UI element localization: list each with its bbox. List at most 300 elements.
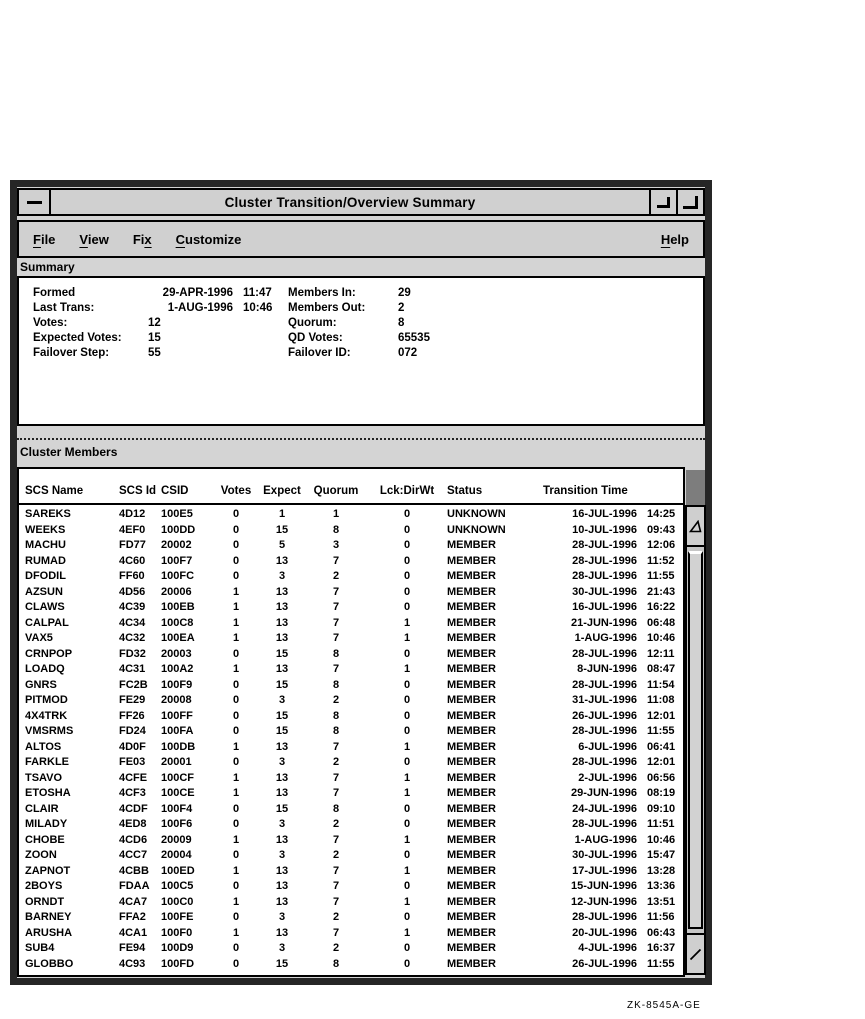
cell-transition-date: 2-JUL-1996 bbox=[578, 771, 637, 784]
cell-status: MEMBER bbox=[447, 632, 496, 644]
table-row[interactable] bbox=[25, 910, 683, 926]
cell-lck-dirwt: 0 bbox=[403, 539, 411, 551]
cell-quorum: 7 bbox=[332, 880, 340, 892]
cell-votes: 0 bbox=[232, 554, 240, 567]
cell-scs-id: FE29 bbox=[119, 694, 146, 706]
scroll-down-button[interactable] bbox=[687, 933, 704, 973]
cell-transition-date: 4-JUL-1996 bbox=[578, 942, 637, 954]
cell-transition-time: 11:56 bbox=[647, 911, 675, 923]
cell-transition-time: 16:22 bbox=[647, 601, 676, 613]
summary-field-value: 12 bbox=[148, 317, 161, 329]
header-corner-block bbox=[686, 470, 705, 505]
cell-scs-id: FFA2 bbox=[119, 911, 146, 923]
cell-votes: 1 bbox=[232, 740, 240, 753]
cell-transition-date: 28-JUL-1996 bbox=[572, 647, 637, 660]
cell-transition-time: 11:52 bbox=[647, 554, 675, 567]
cell-scs-id: 4CA7 bbox=[119, 895, 148, 908]
cell-csid: 100C8 bbox=[161, 616, 194, 629]
table-row[interactable] bbox=[25, 941, 683, 957]
cell-quorum: 8 bbox=[332, 709, 340, 722]
cell-scs-id: 4D0F bbox=[119, 740, 146, 753]
cell-scs-name: RUMAD bbox=[25, 554, 66, 567]
cell-votes: 1 bbox=[232, 616, 240, 629]
cell-votes: 0 bbox=[232, 709, 240, 722]
cell-scs-name: TSAVO bbox=[25, 771, 63, 784]
menu-item-view[interactable]: View bbox=[79, 231, 109, 247]
cell-status: MEMBER bbox=[447, 818, 496, 830]
cell-votes: 0 bbox=[232, 756, 240, 768]
cell-expect: 15 bbox=[275, 957, 289, 970]
table-row[interactable] bbox=[25, 957, 683, 973]
cell-quorum: 7 bbox=[332, 895, 340, 908]
cell-transition-date: 12-JUN-1996 bbox=[570, 895, 637, 908]
cell-expect: 13 bbox=[275, 740, 289, 753]
cell-status: MEMBER bbox=[447, 585, 496, 598]
cell-quorum: 2 bbox=[332, 570, 340, 582]
summary-field-value: 072 bbox=[398, 347, 418, 359]
cell-transition-date: 17-JUL-1996 bbox=[572, 864, 637, 877]
column-header-status: Status bbox=[447, 485, 483, 497]
cell-status: MEMBER bbox=[447, 663, 496, 675]
cell-csid: 20003 bbox=[161, 647, 192, 660]
table-row[interactable] bbox=[25, 616, 683, 632]
cell-scs-id: 4C39 bbox=[119, 601, 146, 613]
cell-votes: 0 bbox=[232, 849, 240, 861]
cell-transition-time: 08:47 bbox=[647, 663, 676, 675]
summary-section-label: Summary bbox=[20, 260, 75, 274]
members-table-body bbox=[19, 505, 683, 972]
cell-votes: 0 bbox=[232, 694, 240, 706]
cell-transition-time: 13:51 bbox=[647, 895, 676, 908]
cell-status: MEMBER bbox=[447, 725, 496, 737]
cell-quorum: 2 bbox=[332, 849, 340, 861]
cell-status: MEMBER bbox=[447, 802, 496, 815]
cell-lck-dirwt: 0 bbox=[403, 585, 411, 598]
table-row[interactable] bbox=[25, 740, 683, 756]
dotted-separator bbox=[17, 438, 705, 440]
cell-transition-date: 28-JUL-1996 bbox=[572, 678, 637, 691]
window-menu-icon bbox=[27, 201, 42, 204]
members-panel bbox=[17, 467, 685, 977]
cell-expect: 13 bbox=[275, 616, 289, 629]
cell-scs-name: BARNEY bbox=[25, 911, 72, 923]
cell-transition-date: 24-JUL-1996 bbox=[572, 802, 637, 815]
summary-field-time bbox=[243, 316, 283, 331]
cell-transition-time: 10:46 bbox=[647, 632, 676, 644]
cell-transition-date: 1-AUG-1996 bbox=[574, 632, 637, 644]
cell-transition-date: 28-JUL-1996 bbox=[572, 756, 637, 768]
cell-scs-name: CRNPOP bbox=[25, 647, 73, 660]
scroll-up-button[interactable] bbox=[687, 507, 704, 547]
cell-transition-date: 1-AUG-1996 bbox=[574, 833, 637, 846]
cell-csid: 100DD bbox=[161, 523, 196, 536]
cell-scs-name: WEEKS bbox=[25, 523, 66, 536]
cell-csid: 100E5 bbox=[161, 508, 193, 520]
cell-quorum: 7 bbox=[332, 740, 340, 753]
cell-lck-dirwt: 0 bbox=[403, 709, 411, 722]
cell-votes: 1 bbox=[232, 771, 240, 784]
cell-scs-name: SAREKS bbox=[25, 508, 71, 520]
table-row[interactable] bbox=[25, 507, 683, 523]
cell-scs-id: 4C34 bbox=[119, 616, 146, 629]
cell-expect: 13 bbox=[275, 833, 289, 846]
summary-row bbox=[33, 301, 703, 316]
cell-votes: 1 bbox=[232, 601, 240, 613]
cell-votes: 0 bbox=[232, 647, 240, 660]
cell-status: MEMBER bbox=[447, 694, 496, 706]
summary-row bbox=[33, 346, 703, 361]
cell-scs-name: VAX5 bbox=[25, 632, 53, 644]
table-row[interactable] bbox=[25, 631, 683, 647]
cell-votes: 0 bbox=[232, 942, 240, 954]
cell-votes: 1 bbox=[232, 926, 240, 939]
summary-field-value: 29-APR-1996 bbox=[162, 287, 233, 299]
cell-transition-date: 28-JUL-1996 bbox=[572, 725, 637, 737]
cell-scs-name: 2BOYS bbox=[25, 880, 63, 892]
menu-item-help[interactable]: Help bbox=[660, 231, 689, 247]
cell-transition-time: 13:28 bbox=[647, 864, 676, 877]
cell-quorum: 7 bbox=[332, 833, 340, 846]
cell-transition-date: 20-JUL-1996 bbox=[572, 926, 637, 939]
titlebar bbox=[17, 188, 705, 216]
table-row[interactable] bbox=[25, 523, 683, 539]
cell-status: MEMBER bbox=[447, 756, 496, 768]
cell-lck-dirwt: 0 bbox=[403, 570, 411, 582]
cell-status: MEMBER bbox=[447, 554, 496, 567]
summary-field-label: Votes: bbox=[33, 317, 68, 329]
cell-scs-name: ETOSHA bbox=[25, 787, 71, 799]
menu-item-fix[interactable]: Fix bbox=[132, 231, 152, 247]
cell-quorum: 7 bbox=[332, 787, 340, 799]
column-header-lck-dirwt: Lck:DirWt bbox=[379, 485, 435, 497]
cell-transition-date: 26-JUL-1996 bbox=[572, 709, 637, 722]
cell-expect: 3 bbox=[278, 818, 286, 830]
cell-scs-name: ORNDT bbox=[25, 895, 65, 908]
cell-scs-name: GNRS bbox=[25, 678, 57, 691]
table-row[interactable] bbox=[25, 848, 683, 864]
cell-status: MEMBER bbox=[447, 678, 496, 691]
cell-scs-id: 4D12 bbox=[119, 508, 146, 520]
cell-votes: 1 bbox=[232, 787, 240, 799]
cell-transition-date: 31-JUL-1996 bbox=[572, 694, 637, 706]
cell-csid: 20009 bbox=[161, 833, 192, 846]
cell-status: MEMBER bbox=[447, 771, 496, 784]
table-row[interactable] bbox=[25, 879, 683, 895]
table-row[interactable] bbox=[25, 724, 683, 740]
cell-votes: 0 bbox=[232, 818, 240, 830]
summary-field-value: 55 bbox=[148, 347, 161, 359]
table-row[interactable] bbox=[25, 786, 683, 802]
cell-status: MEMBER bbox=[447, 957, 496, 970]
cell-quorum: 2 bbox=[332, 756, 340, 768]
cell-scs-name: ALTOS bbox=[25, 740, 62, 753]
cell-expect: 13 bbox=[275, 771, 289, 784]
cell-expect: 13 bbox=[275, 663, 289, 675]
table-row[interactable] bbox=[25, 569, 683, 585]
cell-csid: 20004 bbox=[161, 849, 192, 861]
cell-quorum: 8 bbox=[332, 957, 340, 970]
table-row[interactable] bbox=[25, 554, 683, 570]
cell-lck-dirwt: 0 bbox=[403, 694, 411, 706]
cell-expect: 15 bbox=[275, 523, 289, 536]
cell-votes: 1 bbox=[232, 864, 240, 877]
cell-scs-id: 4CD6 bbox=[119, 833, 148, 846]
members-section-label: Cluster Members bbox=[20, 445, 118, 459]
cell-transition-time: 09:43 bbox=[647, 523, 676, 536]
window-expand-button[interactable] bbox=[676, 190, 703, 214]
table-row[interactable] bbox=[25, 755, 683, 771]
cell-status: MEMBER bbox=[447, 864, 496, 877]
cell-scs-name: GLOBBO bbox=[25, 957, 74, 970]
cell-csid: 20006 bbox=[161, 585, 192, 598]
cell-quorum: 8 bbox=[332, 802, 340, 815]
cell-transition-date: 30-JUL-1996 bbox=[572, 849, 637, 861]
cell-transition-date: 16-JUL-1996 bbox=[572, 508, 637, 520]
cell-lck-dirwt: 1 bbox=[403, 926, 411, 939]
menubar bbox=[17, 220, 705, 258]
cell-transition-time: 12:06 bbox=[647, 539, 676, 551]
cell-csid: 100EA bbox=[161, 632, 195, 644]
cell-csid: 20008 bbox=[161, 694, 192, 706]
cell-expect: 13 bbox=[275, 926, 289, 939]
table-row[interactable] bbox=[25, 647, 683, 663]
cell-status: MEMBER bbox=[447, 647, 496, 660]
table-row[interactable] bbox=[25, 693, 683, 709]
table-row[interactable] bbox=[25, 585, 683, 601]
table-row[interactable] bbox=[25, 709, 683, 725]
cell-expect: 15 bbox=[275, 725, 289, 737]
cell-transition-date: 6-JUL-1996 bbox=[578, 740, 637, 753]
window-title: Cluster Transition/Overview Summary bbox=[224, 194, 476, 210]
cell-lck-dirwt: 0 bbox=[403, 818, 411, 830]
cell-expect: 15 bbox=[275, 678, 289, 691]
cell-status: MEMBER bbox=[447, 849, 496, 861]
column-header-scs-id: SCS Id bbox=[119, 485, 157, 497]
scrollbar-thumb[interactable] bbox=[688, 551, 703, 929]
cell-scs-id: 4CA1 bbox=[119, 926, 148, 939]
table-row[interactable] bbox=[25, 662, 683, 678]
cell-quorum: 3 bbox=[332, 539, 340, 551]
cell-scs-id: FF26 bbox=[119, 709, 145, 722]
cell-votes: 1 bbox=[232, 585, 240, 598]
cell-status: UNKNOWN bbox=[447, 508, 506, 520]
cell-scs-id: FD32 bbox=[119, 647, 146, 660]
table-row[interactable] bbox=[25, 864, 683, 880]
cell-expect: 3 bbox=[278, 911, 286, 923]
cell-expect: 13 bbox=[275, 554, 289, 567]
cell-scs-id: 4CF3 bbox=[119, 787, 146, 799]
cell-transition-time: 14:25 bbox=[647, 508, 676, 520]
menu-item-customize[interactable]: Customize bbox=[175, 231, 242, 247]
cell-transition-time: 11:51 bbox=[647, 818, 675, 830]
window-menu-button[interactable] bbox=[19, 190, 51, 214]
column-header-quorum: Quorum bbox=[313, 485, 359, 497]
cell-transition-time: 06:41 bbox=[647, 740, 676, 753]
cell-transition-time: 10:46 bbox=[647, 833, 676, 846]
cell-lck-dirwt: 0 bbox=[403, 647, 411, 660]
window-shrink-button[interactable] bbox=[649, 190, 676, 214]
table-row[interactable] bbox=[25, 600, 683, 616]
summary-row bbox=[33, 286, 703, 301]
cell-transition-date: 8-JUN-1996 bbox=[577, 663, 637, 675]
cell-lck-dirwt: 0 bbox=[403, 678, 411, 691]
summary-field-value: 29 bbox=[398, 287, 411, 299]
cell-status: MEMBER bbox=[447, 880, 496, 892]
cell-csid: 20002 bbox=[161, 539, 192, 551]
cell-expect: 13 bbox=[275, 601, 289, 613]
table-row[interactable] bbox=[25, 678, 683, 694]
cell-transition-date: 29-JUN-1996 bbox=[570, 787, 637, 799]
cell-transition-time: 08:19 bbox=[647, 787, 676, 799]
cell-votes: 1 bbox=[232, 833, 240, 846]
cell-transition-time: 13:36 bbox=[647, 880, 676, 892]
cell-votes: 0 bbox=[232, 678, 240, 691]
summary-field-label: Failover ID: bbox=[288, 347, 351, 359]
cell-csid: 100F9 bbox=[161, 678, 193, 691]
cell-transition-date: 16-JUL-1996 bbox=[572, 601, 637, 613]
cell-transition-time: 11:54 bbox=[647, 678, 675, 691]
cell-scs-id: 4CDF bbox=[119, 802, 148, 815]
menu-group bbox=[33, 232, 241, 247]
cell-lck-dirwt: 0 bbox=[403, 756, 411, 768]
cell-csid: 100F4 bbox=[161, 802, 193, 815]
cell-expect: 13 bbox=[275, 787, 289, 799]
cell-scs-id: FE94 bbox=[119, 942, 146, 954]
cell-transition-time: 06:43 bbox=[647, 926, 676, 939]
summary-field-value: 65535 bbox=[398, 332, 430, 344]
table-row[interactable] bbox=[25, 926, 683, 942]
shrink-corner-icon bbox=[657, 197, 670, 208]
table-row[interactable] bbox=[25, 771, 683, 787]
cell-status: MEMBER bbox=[447, 740, 496, 753]
cell-lck-dirwt: 0 bbox=[403, 911, 411, 923]
cell-expect: 13 bbox=[275, 895, 289, 908]
summary-field-label: Last Trans: bbox=[33, 302, 95, 314]
table-row[interactable] bbox=[25, 833, 683, 849]
cell-lck-dirwt: 1 bbox=[403, 740, 411, 753]
cell-scs-name: FARKLE bbox=[25, 756, 69, 768]
scroll-up-arrow-icon bbox=[689, 520, 702, 533]
cell-scs-id: 4EF0 bbox=[119, 523, 146, 536]
cell-transition-time: 21:43 bbox=[647, 585, 676, 598]
cell-transition-date: 15-JUN-1996 bbox=[570, 880, 637, 892]
cell-quorum: 7 bbox=[332, 771, 340, 784]
cell-scs-name: ARUSHA bbox=[25, 926, 73, 939]
cell-scs-id: 4D56 bbox=[119, 585, 146, 598]
vertical-scrollbar[interactable] bbox=[685, 505, 706, 975]
cell-lck-dirwt: 0 bbox=[403, 508, 411, 520]
cell-votes: 0 bbox=[232, 570, 240, 582]
cell-lck-dirwt: 0 bbox=[403, 802, 411, 815]
cell-lck-dirwt: 0 bbox=[403, 942, 411, 954]
cell-status: MEMBER bbox=[447, 787, 496, 799]
cell-scs-name: CLAWS bbox=[25, 601, 65, 613]
menu-item-file[interactable]: File bbox=[33, 231, 56, 247]
summary-field-time: 10:46 bbox=[243, 302, 273, 314]
cell-status: MEMBER bbox=[447, 926, 496, 939]
cell-quorum: 2 bbox=[332, 818, 340, 830]
cluster-summary-window bbox=[10, 180, 712, 985]
cell-scs-name: PITMOD bbox=[25, 694, 68, 706]
cell-transition-time: 11:55 bbox=[647, 957, 675, 970]
column-header-expect: Expect bbox=[263, 485, 301, 497]
cell-votes: 1 bbox=[232, 895, 240, 908]
table-row[interactable] bbox=[25, 895, 683, 911]
summary-row bbox=[33, 331, 703, 346]
scroll-down-arrow-icon bbox=[689, 948, 702, 961]
cell-scs-id: 4CFE bbox=[119, 771, 148, 784]
cell-quorum: 7 bbox=[332, 616, 340, 629]
cell-quorum: 8 bbox=[332, 725, 340, 737]
summary-field-time: 11:47 bbox=[243, 287, 272, 299]
cell-scs-id: 4CC7 bbox=[119, 849, 148, 861]
cell-quorum: 2 bbox=[332, 694, 340, 706]
cell-lck-dirwt: 0 bbox=[403, 523, 411, 536]
cell-quorum: 7 bbox=[332, 601, 340, 613]
cell-status: MEMBER bbox=[447, 601, 496, 613]
cell-quorum: 7 bbox=[332, 585, 340, 598]
cell-expect: 13 bbox=[275, 864, 289, 877]
cell-csid: 100FC bbox=[161, 570, 195, 582]
cell-scs-name: DFODIL bbox=[25, 570, 66, 582]
column-header-transition-time: Transition Time bbox=[543, 485, 628, 497]
cell-scs-id: 4C31 bbox=[119, 663, 146, 675]
cell-expect: 15 bbox=[275, 802, 289, 815]
cell-status: MEMBER bbox=[447, 833, 496, 846]
cell-scs-id: 4C32 bbox=[119, 632, 146, 644]
table-row[interactable] bbox=[25, 817, 683, 833]
cell-csid: 100FF bbox=[161, 709, 193, 722]
cell-votes: 0 bbox=[232, 539, 240, 551]
expand-corner-icon bbox=[683, 196, 698, 209]
table-row[interactable] bbox=[25, 538, 683, 554]
cell-scs-id: 4C60 bbox=[119, 554, 146, 567]
cell-lck-dirwt: 1 bbox=[403, 833, 411, 846]
cell-votes: 0 bbox=[232, 725, 240, 737]
cell-transition-date: 28-JUL-1996 bbox=[572, 554, 637, 567]
cell-transition-time: 09:10 bbox=[647, 802, 676, 815]
cell-votes: 1 bbox=[232, 663, 240, 675]
summary-field-label: Members Out: bbox=[288, 302, 366, 314]
cell-expect: 13 bbox=[275, 632, 289, 644]
cell-transition-time: 12:01 bbox=[647, 709, 676, 722]
cell-lck-dirwt: 1 bbox=[403, 895, 411, 908]
figure-caption: ZK-8545A-GE bbox=[627, 1000, 701, 1011]
cell-expect: 1 bbox=[278, 508, 286, 520]
cell-expect: 3 bbox=[278, 570, 286, 582]
cell-csid: 100FA bbox=[161, 725, 194, 737]
cell-expect: 3 bbox=[278, 942, 286, 954]
cell-transition-time: 16:37 bbox=[647, 942, 676, 954]
table-row[interactable] bbox=[25, 802, 683, 818]
cell-status: MEMBER bbox=[447, 709, 496, 722]
cell-status: MEMBER bbox=[447, 570, 496, 582]
cell-scs-name: SUB4 bbox=[25, 942, 55, 954]
cell-scs-name: 4X4TRK bbox=[25, 709, 68, 722]
cell-lck-dirwt: 0 bbox=[403, 554, 411, 567]
cell-quorum: 1 bbox=[332, 508, 340, 520]
cell-csid: 100A2 bbox=[161, 663, 194, 675]
members-table-header bbox=[19, 469, 683, 505]
cell-status: MEMBER bbox=[447, 942, 496, 954]
cell-scs-name: MILADY bbox=[25, 818, 68, 830]
cell-lck-dirwt: 0 bbox=[403, 957, 411, 970]
cell-transition-date: 10-JUL-1996 bbox=[572, 523, 637, 536]
cell-transition-time: 06:48 bbox=[647, 616, 676, 629]
cell-status: MEMBER bbox=[447, 616, 496, 629]
summary-field-time bbox=[243, 346, 283, 361]
cell-transition-date: 28-JUL-1996 bbox=[572, 818, 637, 830]
